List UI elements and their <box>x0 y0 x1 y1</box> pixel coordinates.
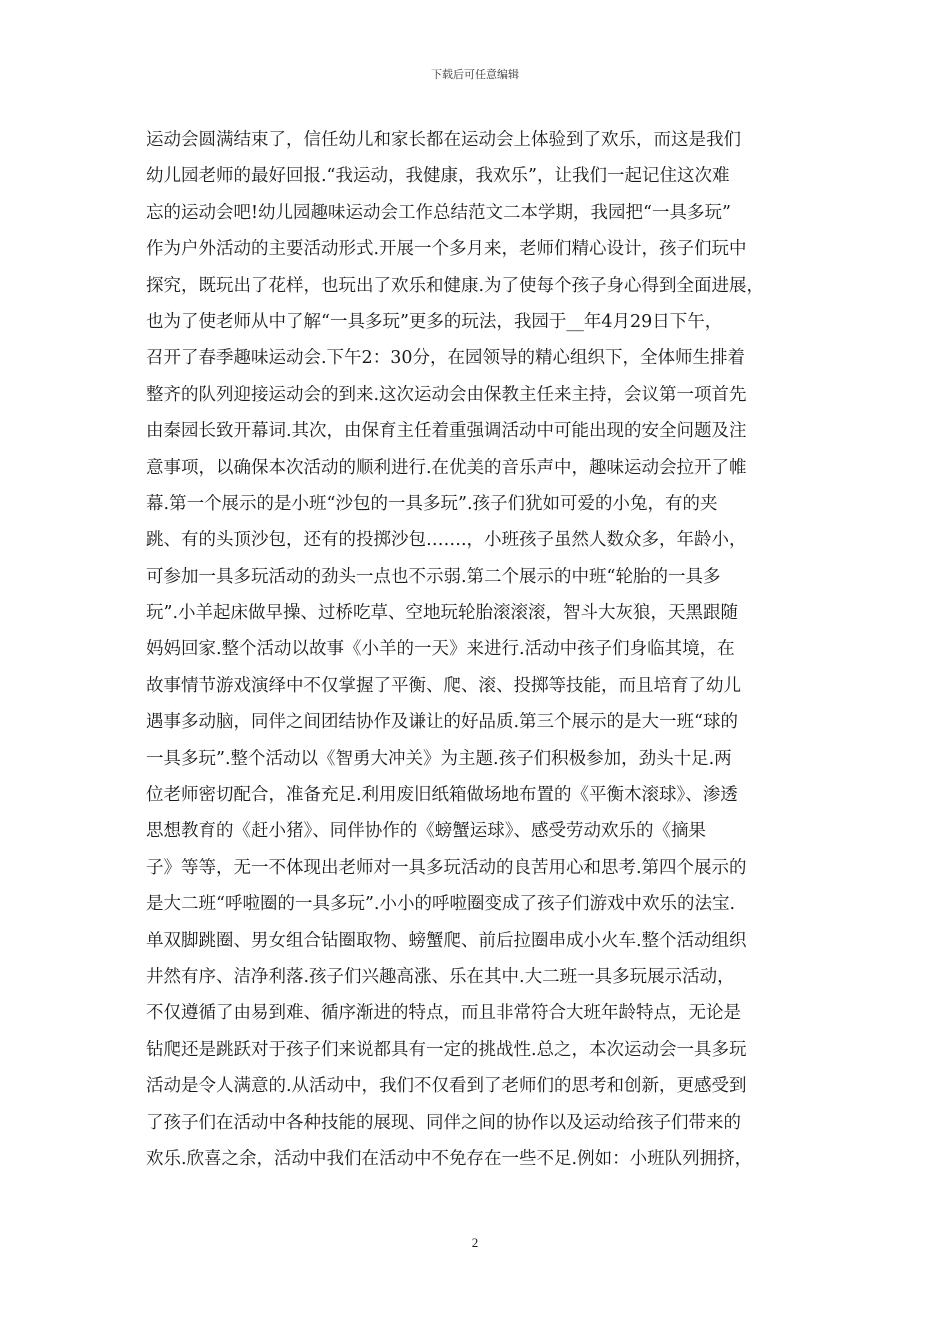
text-line: 幕.第一个展示的是小班“沙包的一具多玩”.孩子们犹如可爱的小兔，有的夹 <box>146 493 718 514</box>
text-line: 妈妈回家.整个活动以故事《小羊的一天》来进行.活动中孩子们身临其境，在 <box>146 639 735 660</box>
text-line: 由秦园长致开幕词.其次，由保育主任着重强调活动中可能出现的安全问题及注 <box>146 421 747 442</box>
text-line: 作为户外活动的主要活动形式.开展一个多月来，老师们精心设计，孩子们玩中 <box>146 239 747 260</box>
body-text <box>146 122 821 1177</box>
text-line: 子》等等，无一不体现出老师对一具多玩活动的良苦用心和思考.第四个展示的 <box>146 857 747 878</box>
text-line: 故事情节游戏演绎中不仅掌握了平衡、爬、滚、投掷等技能，而且培育了幼儿 <box>146 675 741 696</box>
text-line: 召开了春季趣味运动会.下午2：30分，在园领导的精心组织下，全体师生排着 <box>146 348 745 369</box>
text-line: 欢乐.欣喜之余，活动中我们在活动中不免存在一些不足.例如：小班队列拥挤， <box>146 1148 753 1169</box>
text-line: 幼儿园老师的最好回报.“我运动，我健康，我欢乐”，让我们一起记住这次难 <box>146 166 730 187</box>
text-line: 了孩子们在活动中各种技能的展现、同伴之间的协作以及运动给孩子们带来的 <box>146 1112 741 1133</box>
text-line: 活动是令人满意的.从活动中，我们不仅看到了老师们的思考和创新，更感受到 <box>146 1076 747 1097</box>
page-header: 下载后可任意编辑 <box>431 68 519 81</box>
text-line: 一具多玩”.整个活动以《智勇大冲关》为主题.孩子们积极参加，劲头十足.两 <box>146 748 732 769</box>
text-line: 思想教育的《赶小猪》、同伴协作的《螃蟹运球》、感受劳动欢乐的《摘果 <box>146 821 706 842</box>
text-line: 忘的运动会吧!幼儿园趣味运动会工作总结范文二本学期，我园把“一具多玩” <box>146 202 731 223</box>
text-line: 单双脚跳圈、男女组合钻圈取物、螃蟹爬、前后拉圈串成小火车.整个活动组织 <box>146 930 747 951</box>
text-line: 不仅遵循了由易到难、循序渐进的特点，而且非常符合大班年龄特点，无论是 <box>146 1003 741 1024</box>
page-number: 2 <box>471 1235 479 1250</box>
text-line: 位老师密切配合，准备充足.利用废旧纸箱做场地布置的《平衡木滚球》、渗透 <box>146 785 738 806</box>
text-line: 也为了使老师从中了解“一具多玩”更多的玩法，我园于__年4月29日下午， <box>146 311 723 332</box>
text-line: 遇事多动脑，同伴之间团结协作及谦让的好品质.第三个展示的是大一班“球的 <box>146 712 739 733</box>
text-line: 钻爬还是跳跃对于孩子们来说都具有一定的挑战性.总之，本次运动会一具多玩 <box>146 1039 747 1060</box>
text-line: 整齐的队列迎接运动会的到来.这次运动会由保教主任来主持，会议第一项首先 <box>146 384 747 405</box>
text-line: 跳、有的头顶沙包，还有的投掷沙包…….，小班孩子虽然人数众多，年龄小， <box>146 530 747 551</box>
text-line: 玩”.小羊起床做早操、过桥吃草、空地玩轮胎滚滚滚，智斗大灰狼，天黑跟随 <box>146 603 739 624</box>
text-line: 可参加一具多玩活动的劲头一点也不示弱.第二个展示的中班“轮胎的一具多 <box>146 566 721 587</box>
text-line: 意事项，以确保本次活动的顺利进行.在优美的音乐声中，趣味运动会拉开了帷 <box>146 457 747 478</box>
text-line: 运动会圆满结束了，信任幼儿和家长都在运动会上体验到了欢乐，而这是我们 <box>146 130 741 150</box>
text-line: 井然有序、洁净利落.孩子们兴趣高涨、乐在其中.大二班一具多玩展示活动， <box>146 966 735 987</box>
text-line: 是大二班“呼啦圈的一具多玩”.小小的呼啦圈变成了孩子们游戏中欢乐的法宝. <box>146 894 736 915</box>
text-line: 探究，既玩出了花样，也玩出了欢乐和健康.为了使每个孩子身心得到全面进展， <box>146 275 765 296</box>
